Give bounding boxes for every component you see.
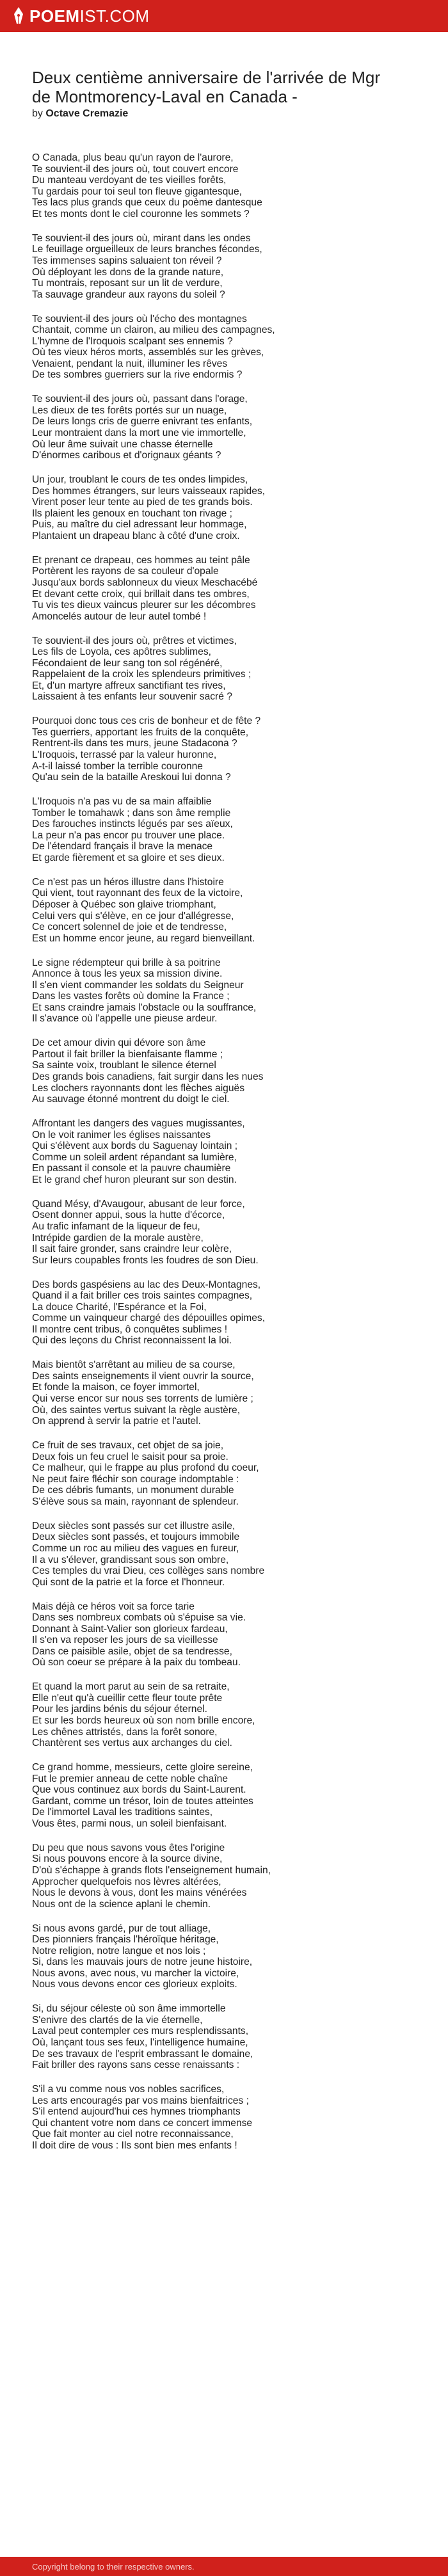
stanza: [32, 1923, 397, 1991]
poem-line: On le voit ranimer les églises naissantes: [32, 1129, 211, 1140]
poem-line: Nous ont de la science aplani le chemin.: [32, 1898, 211, 1910]
poem-line: Des hommes étrangers, sur leurs vaisseaux rapides,: [32, 485, 266, 497]
poem-line: Venaient, pendant la nuit, illuminer les rêves: [32, 358, 228, 369]
poem-line: Dans ses nombreux combats où s'épuise sa vie.: [32, 1612, 246, 1624]
poem-line: Chantèrent ses vertus aux archanges du ciel.: [32, 1738, 232, 1749]
poem-line: Qui s'élèvent aux bords du Saguenay lointain ;: [32, 1140, 238, 1152]
poem-line: Les dieux de tes forêts portés sur un nuage,: [32, 404, 227, 416]
poem-line: Nous vous devons encor ces glorieux exploits.: [32, 1979, 237, 1990]
poem-line: Il s'en vient commander les soldats du Seigneur: [32, 979, 244, 991]
poem-line: Sa sainte voix, troublant le silence éternel: [32, 1060, 216, 1071]
poem-line: Deux fois un feu cruel le saisit pour sa proie.: [32, 1451, 228, 1462]
stanza: [32, 1199, 397, 1267]
poem-line: Tu vis tes dieux vaincus pleurer sur les décombres: [32, 600, 256, 611]
poem-line: Les clochers rayonnants dont les flèches aiguës: [32, 1082, 244, 1094]
stanza: [32, 1279, 397, 1347]
poem-line: Te souvient-il des jours où, mirant dans les ondes: [32, 232, 251, 244]
stanza: [32, 2084, 397, 2152]
poem-line: Des saints enseignements il vient ouvrir la source,: [32, 1370, 254, 1382]
poem-line: S'élève sous sa main, rayonnant de splendeur.: [32, 1496, 239, 1507]
poem-line: Te souvient-il des jours où, passant dans l'orage,: [32, 394, 248, 405]
poem-line: Plantaient un drapeau blanc à côté d'une croix.: [32, 530, 240, 541]
poem-line: Les arts encouragés par vos mains bienfaitrices ;: [32, 2095, 249, 2106]
stanza: [32, 474, 397, 542]
poem-line: De leurs longs cris de guerre enivrant tes enfants,: [32, 416, 253, 428]
poem-line: Fut le premier anneau de cette noble chaîne: [32, 1773, 228, 1784]
poem-line: La douce Charité, l'Espérance et la Foi,: [32, 1301, 207, 1313]
poem-line: Ce n'est pas un héros illustre dans l'histoire: [32, 876, 224, 888]
poem-line: Et prenant ce drapeau, ces hommes au teint pâle: [32, 554, 250, 566]
poem-line: Du peu que nous savons vous êtes l'origine: [32, 1842, 225, 1853]
stanza: [32, 555, 397, 623]
poem-line: Ce malheur, qui le frappe au plus profond du coeur,: [32, 1462, 259, 1474]
poem-line: Deux siècles sont passés sur cet illustre asile,: [32, 1520, 236, 1532]
poem-line: Et le grand chef huron pleurant sur son destin.: [32, 1174, 237, 1185]
poem-line: Annonce à tous les yeux sa mission divine.: [32, 968, 223, 980]
poem-line: Dans ce paisible asile, objet de sa tendresse,: [32, 1645, 232, 1657]
poem-line: Jusqu'aux bords sablonneux du vieux Meschacébé: [32, 577, 258, 588]
stanza: [32, 636, 397, 703]
poem-line: Où tes vieux héros morts, assemblés sur les grèves,: [32, 347, 264, 358]
poem-line: Les fils de Loyola, ces apôtres sublimes,: [32, 646, 211, 658]
poem-line: Portèrent les rayons de sa couleur d'opale: [32, 566, 219, 577]
pen-nib-icon: [13, 6, 24, 26]
poem-line: Si, dans les mauvais jours de notre jeune histoire,: [32, 1956, 253, 1968]
poem-line: Où, lançant tous ses feux, l'intelligence humaine,: [32, 2037, 248, 2049]
poem-line: Qui chantent votre nom dans ce concert immense: [32, 2117, 253, 2129]
poem-line: Amoncelés autour de leur autel tombé !: [32, 611, 207, 622]
stanza: [32, 1601, 397, 1669]
poem-line: Il doit dire de vous : Ils sont bien mes enfants !: [32, 2140, 237, 2151]
poem-line: Tomber le tomahawk ; dans son âme remplie: [32, 807, 231, 819]
poem-line: Rappelaient de la croix les splendeurs primitives ;: [32, 669, 252, 680]
poem-line: Qui vient, tout rayonnant des feux de la victoire,: [32, 888, 243, 899]
poem-line: Ce fruit de ses travaux, cet objet de sa joie,: [32, 1440, 224, 1451]
logo-text-rest: IST.COM: [79, 6, 150, 26]
poem-line: Déposer à Québec son glaive triomphant,: [32, 899, 216, 910]
poem-line: Mais bientôt s'arrêtant au milieu de sa course,: [32, 1359, 236, 1371]
poem-line: Où, des saintes vertus suivant la règle austère,: [32, 1404, 241, 1416]
poem-content: [0, 32, 397, 2152]
copyright-text: Copyright belong to their respective owners.: [32, 2561, 195, 2572]
poem-line: Des farouches instincts légués par ses aïeux,: [32, 819, 233, 830]
poem-line: S'enivre des clartés de la vie éternelle,: [32, 2014, 203, 2026]
poem-line: Tes guerriers, apportant les fruits de la conquête,: [32, 726, 249, 738]
poem-line: Le signe rédempteur qui brille à sa poitrine: [32, 957, 221, 968]
poem-line: Des bords gaspésiens au lac des Deux-Montagnes,: [32, 1279, 261, 1290]
poem-line: Il s'avance où l'appelle une pieuse ardeur.: [32, 1013, 218, 1025]
poem-line: O Canada, plus beau qu'un rayon de l'aurore,: [32, 152, 234, 163]
poem-line: De cet amour divin qui dévore son âme: [32, 1037, 206, 1049]
stanza: [32, 877, 397, 945]
poem-line: Un jour, troublant le cours de tes ondes limpides,: [32, 474, 248, 485]
poem-line: Des pionniers français l'héroïque héritage,: [32, 1934, 219, 1946]
poem-line: Les chênes attristés, dans la forêt sonore,: [32, 1726, 218, 1738]
byline: [32, 108, 397, 120]
poem-line: Intrépide gardien de la morale austère,: [32, 1232, 204, 1244]
poem-line: Sur leurs coupables fronts les foudres de son Dieu.: [32, 1254, 259, 1266]
poem-line: Et devant cette croix, qui brillait dans tes ombres,: [32, 588, 250, 600]
poem-line: Au sauvage étonné montrent du doigt le ciel.: [32, 1094, 230, 1105]
poem-line: Fécondaient de leur sang ton sol régénéré,: [32, 657, 223, 669]
stanza: [32, 796, 397, 864]
stanza: [32, 233, 397, 301]
stanza: [32, 1037, 397, 1105]
poem-line: Où leur âme suivait une chasse éternelle: [32, 438, 213, 450]
poem-line: Vous êtes, parmi nous, un soleil bienfaisant.: [32, 1818, 227, 1829]
poem-line: Au trafic infamant de la liqueur de feu,: [32, 1220, 200, 1232]
poem-line: Virent poser leur tente au pied de tes grands bois.: [32, 497, 253, 508]
stanza: [32, 716, 397, 783]
poem-line: Et quand la mort parut au sein de sa retraite,: [32, 1681, 230, 1693]
poem-line: Et sans craindre jamais l'obstacle ou la souffrance,: [32, 1002, 257, 1013]
poem-line: Te souvient-il des jours où l'écho des montagnes: [32, 313, 247, 324]
poem-line: Fait briller des rayons sans cesse renaissants :: [32, 2060, 240, 2071]
stanza: [32, 152, 397, 220]
poem-line: Pour les jardins bénis du séjour éternel.: [32, 1704, 207, 1715]
poem-line: De ces débris fumants, un monument durable: [32, 1485, 234, 1496]
poem-line: Notre religion, notre langue et nos lois ;: [32, 1945, 206, 1956]
poem-line: Pourquoi donc tous ces cris de bonheur et de fête ?: [32, 716, 261, 727]
poem-line: Quand Mésy, d'Avaugour, abusant de leur force,: [32, 1198, 245, 1210]
poem-line: Laissaient à tes enfants leur souvenir sacré ?: [32, 691, 232, 703]
poem-line: Te souvient-il des jours où, prêtres et victimes,: [32, 635, 237, 646]
poem-line: Et, d'un martyre affreux sanctifiant tes rives,: [32, 680, 226, 691]
poem-line: Si, du séjour céleste où son âme immortelle: [32, 2003, 226, 2015]
poem-line: Affrontant les dangers des vagues mugissantes,: [32, 1118, 245, 1129]
author-link[interactable]: Octave Cremazie: [45, 108, 129, 119]
logo-text-strong: POEM: [29, 6, 80, 26]
poem-line: Si nous avons gardé, pur de tout alliage,: [32, 1923, 211, 1934]
poem-line: Partout il fait briller la bienfaisante flamme ;: [32, 1048, 223, 1060]
poem-line: En passant il console et la pauvre chaumière: [32, 1163, 231, 1174]
stanza: [32, 1118, 397, 1186]
poem-line: Du manteau verdoyant de tes vieilles forêts,: [32, 175, 227, 186]
stanza: [32, 314, 397, 381]
stanza: [32, 1762, 397, 1830]
poem-line: Ta sauvage grandeur aux rayons du soleil ?: [32, 289, 225, 300]
poem-line: Tes immenses sapins saluaient ton réveil ?: [32, 255, 222, 266]
poem-line: Et fonde la maison, ce foyer immortel,: [32, 1382, 200, 1393]
poem-line: L'hymne de l'Iroquois scalpant ses ennemis ?: [32, 335, 233, 347]
poem-line: On apprend à servir la patrie et l'autel.: [32, 1416, 201, 1427]
poem-line: Laval peut contempler ces murs resplendissants,: [32, 2026, 249, 2037]
poem-line: Tu montrais, reposant sur un lit de verdure,: [32, 278, 223, 289]
poem-line: S'il a vu comme nous vos nobles sacrifices,: [32, 2084, 225, 2095]
poem-line: Et tes monts dont le ciel couronne les sommets ?: [32, 208, 250, 220]
poem-line: A-t-il laissé tomber la terrible couronne: [32, 760, 203, 772]
stanza: [32, 1521, 397, 1588]
stanza: [32, 1681, 397, 1749]
poem-line: Où son coeur se prépare à la paix du tombeau.: [32, 1657, 241, 1668]
poem-line: Ces temples du vrai Dieu, ces collèges sans nombre: [32, 1565, 265, 1577]
poem-line: Le feuillage orgueilleux de leurs branches fécondes,: [32, 244, 262, 255]
poem-line: D'énormes caribous et d'orignaux géants ?: [32, 450, 221, 461]
poem-line: Ne peut faire fléchir son courage indomptable :: [32, 1473, 239, 1485]
poem-line: Tes lacs plus grands que ceux du poème dantesque: [32, 197, 262, 209]
poem-line: De l'immortel Laval les traditions saintes,: [32, 1807, 213, 1818]
poem-line: Comme un roc au milieu des vagues en fureur,: [32, 1542, 239, 1554]
poem-line: Il montre cent tribus, ô conquêtes sublimes !: [32, 1324, 228, 1335]
poem-line: Et garde fièrement et sa gloire et ses dieux.: [32, 852, 225, 863]
poem-line: Des grands bois canadiens, fait surgir dans les nues: [32, 1071, 264, 1083]
poem-line: Elle n'eut qu'à cueillir cette fleur toute prête: [32, 1692, 223, 1704]
poem-line: Il a vu s'élever, grandissant sous son ombre,: [32, 1554, 229, 1565]
site-header: [0, 0, 448, 32]
poem-line: Qui sont de la patrie et la force et l'honneur.: [32, 1576, 225, 1588]
poem-line: De tes sombres guerriers sur la rive endormis ?: [32, 369, 243, 381]
poem-line: Qui des leçons du Christ reconnaissent la loi.: [32, 1335, 232, 1347]
poem-line: Dans les vastes forêts où domine la France ;: [32, 991, 230, 1002]
stanza: [32, 1440, 397, 1508]
poem-line: Nous le devons à vous, dont les mains vénérées: [32, 1887, 247, 1899]
stanza: [32, 1843, 397, 1910]
poem-line: Où déployant les dons de la grande nature,: [32, 266, 224, 278]
poem-line: Ce concert solennel de joie et de tendresse,: [32, 922, 227, 933]
stanza: [32, 394, 397, 461]
poem-line: Il sait faire gronder, sans craindre leur colère,: [32, 1244, 232, 1255]
poem-body: [32, 152, 397, 2152]
poem-line: Tu gardais pour toi seul ton fleuve gigantesque,: [32, 186, 242, 197]
poem-line: De ses travaux de l'esprit embrassant le domaine,: [32, 2048, 253, 2060]
poem-line: Mais déjà ce héros voit sa force tarie: [32, 1601, 195, 1612]
poem-line: De l'étendard français il brave la menace: [32, 841, 213, 852]
poem-line: Celui vers qui s'élève, en ce jour d'allégresse,: [32, 910, 234, 922]
poem-line: Puis, au maître du ciel adressant leur hommage,: [32, 519, 247, 531]
poem-line: L'Iroquois n'a pas vu de sa main affaiblie: [32, 796, 212, 807]
poem-line: D'où s'échappe à grands flots l'enseignement humain,: [32, 1864, 271, 1876]
poem-line: Leur montraient dans la mort une vie immortelle,: [32, 428, 246, 439]
poem-line: Nous avons, avec nous, vu marcher la victoire,: [32, 1967, 239, 1979]
poem-line: Comme un soleil ardent répandant sa lumière,: [32, 1151, 237, 1163]
poem-line: Qu'au sein de la bataille Areskoui lui donna ?: [32, 772, 231, 783]
poem-line: Ils plaient les genoux en touchant ton rivage ;: [32, 508, 232, 519]
poem-line: Que fait monter au ciel notre reconnaissance,: [32, 2129, 234, 2140]
poem-line: Si nous pouvons encore à la source divine,: [32, 1853, 223, 1865]
poem-line: Deux siècles sont passés, et toujours immobile: [32, 1532, 240, 1543]
poem-line: Donnant à Saint-Valier son glorieux fardeau,: [32, 1623, 228, 1635]
poem-line: Est un homme encor jeune, au regard bienveillant.: [32, 932, 255, 944]
poem-title: Deux centième anniversaire de l'arrivée de Mgr de Montmorency-Laval en Canada -: [32, 68, 380, 106]
poem-line: Osent donner appui, sous la hutte d'écorce,: [32, 1210, 225, 1221]
poem-line: Comme un vainqueur chargé des dépouilles opimes,: [32, 1313, 266, 1324]
poem-line: S'il entend aujourd'hui ces hymnes triomphants: [32, 2106, 241, 2118]
by-label: by: [32, 108, 43, 119]
poem-line: Approcher quelquefois nos lèvres altérées,: [32, 1876, 221, 1887]
stanza: [32, 1359, 397, 1427]
poem-line: Te souvient-il des jours où, tout couvert encore: [32, 163, 239, 175]
poem-line: Quand il a fait briller ces trois saintes compagnes,: [32, 1290, 253, 1302]
poem-line: Ce grand homme, messieurs, cette gloire sereine,: [32, 1762, 253, 1773]
poem-line: Chantait, comme un clairon, au milieu des campagnes,: [32, 324, 275, 336]
poem-line: L'Iroquois, terrassé par la valeur huronne,: [32, 749, 217, 761]
poem-line: Qui verse encor sur nous ses torrents de lumière ;: [32, 1393, 253, 1405]
poem-line: Et sur les bords heureux où son nom brille encore,: [32, 1715, 255, 1727]
poem-line: Que vous continuez aux bords du Saint-Laurent.: [32, 1784, 246, 1796]
poem-line: La peur n'a pas encor pu trouver une place.: [32, 829, 225, 841]
poem-line: Il s'en va reposer les jours de sa vieillesse: [32, 1635, 218, 1646]
poem-line: Rentrent-ils dans tes murs, jeune Stadacona ?: [32, 738, 237, 749]
site-footer: [0, 2557, 448, 2576]
site-logo[interactable]: [13, 6, 150, 26]
poem-line: Gardant, comme un trésor, loin de toutes atteintes: [32, 1795, 253, 1807]
stanza: [32, 2003, 397, 2071]
stanza: [32, 957, 397, 1025]
